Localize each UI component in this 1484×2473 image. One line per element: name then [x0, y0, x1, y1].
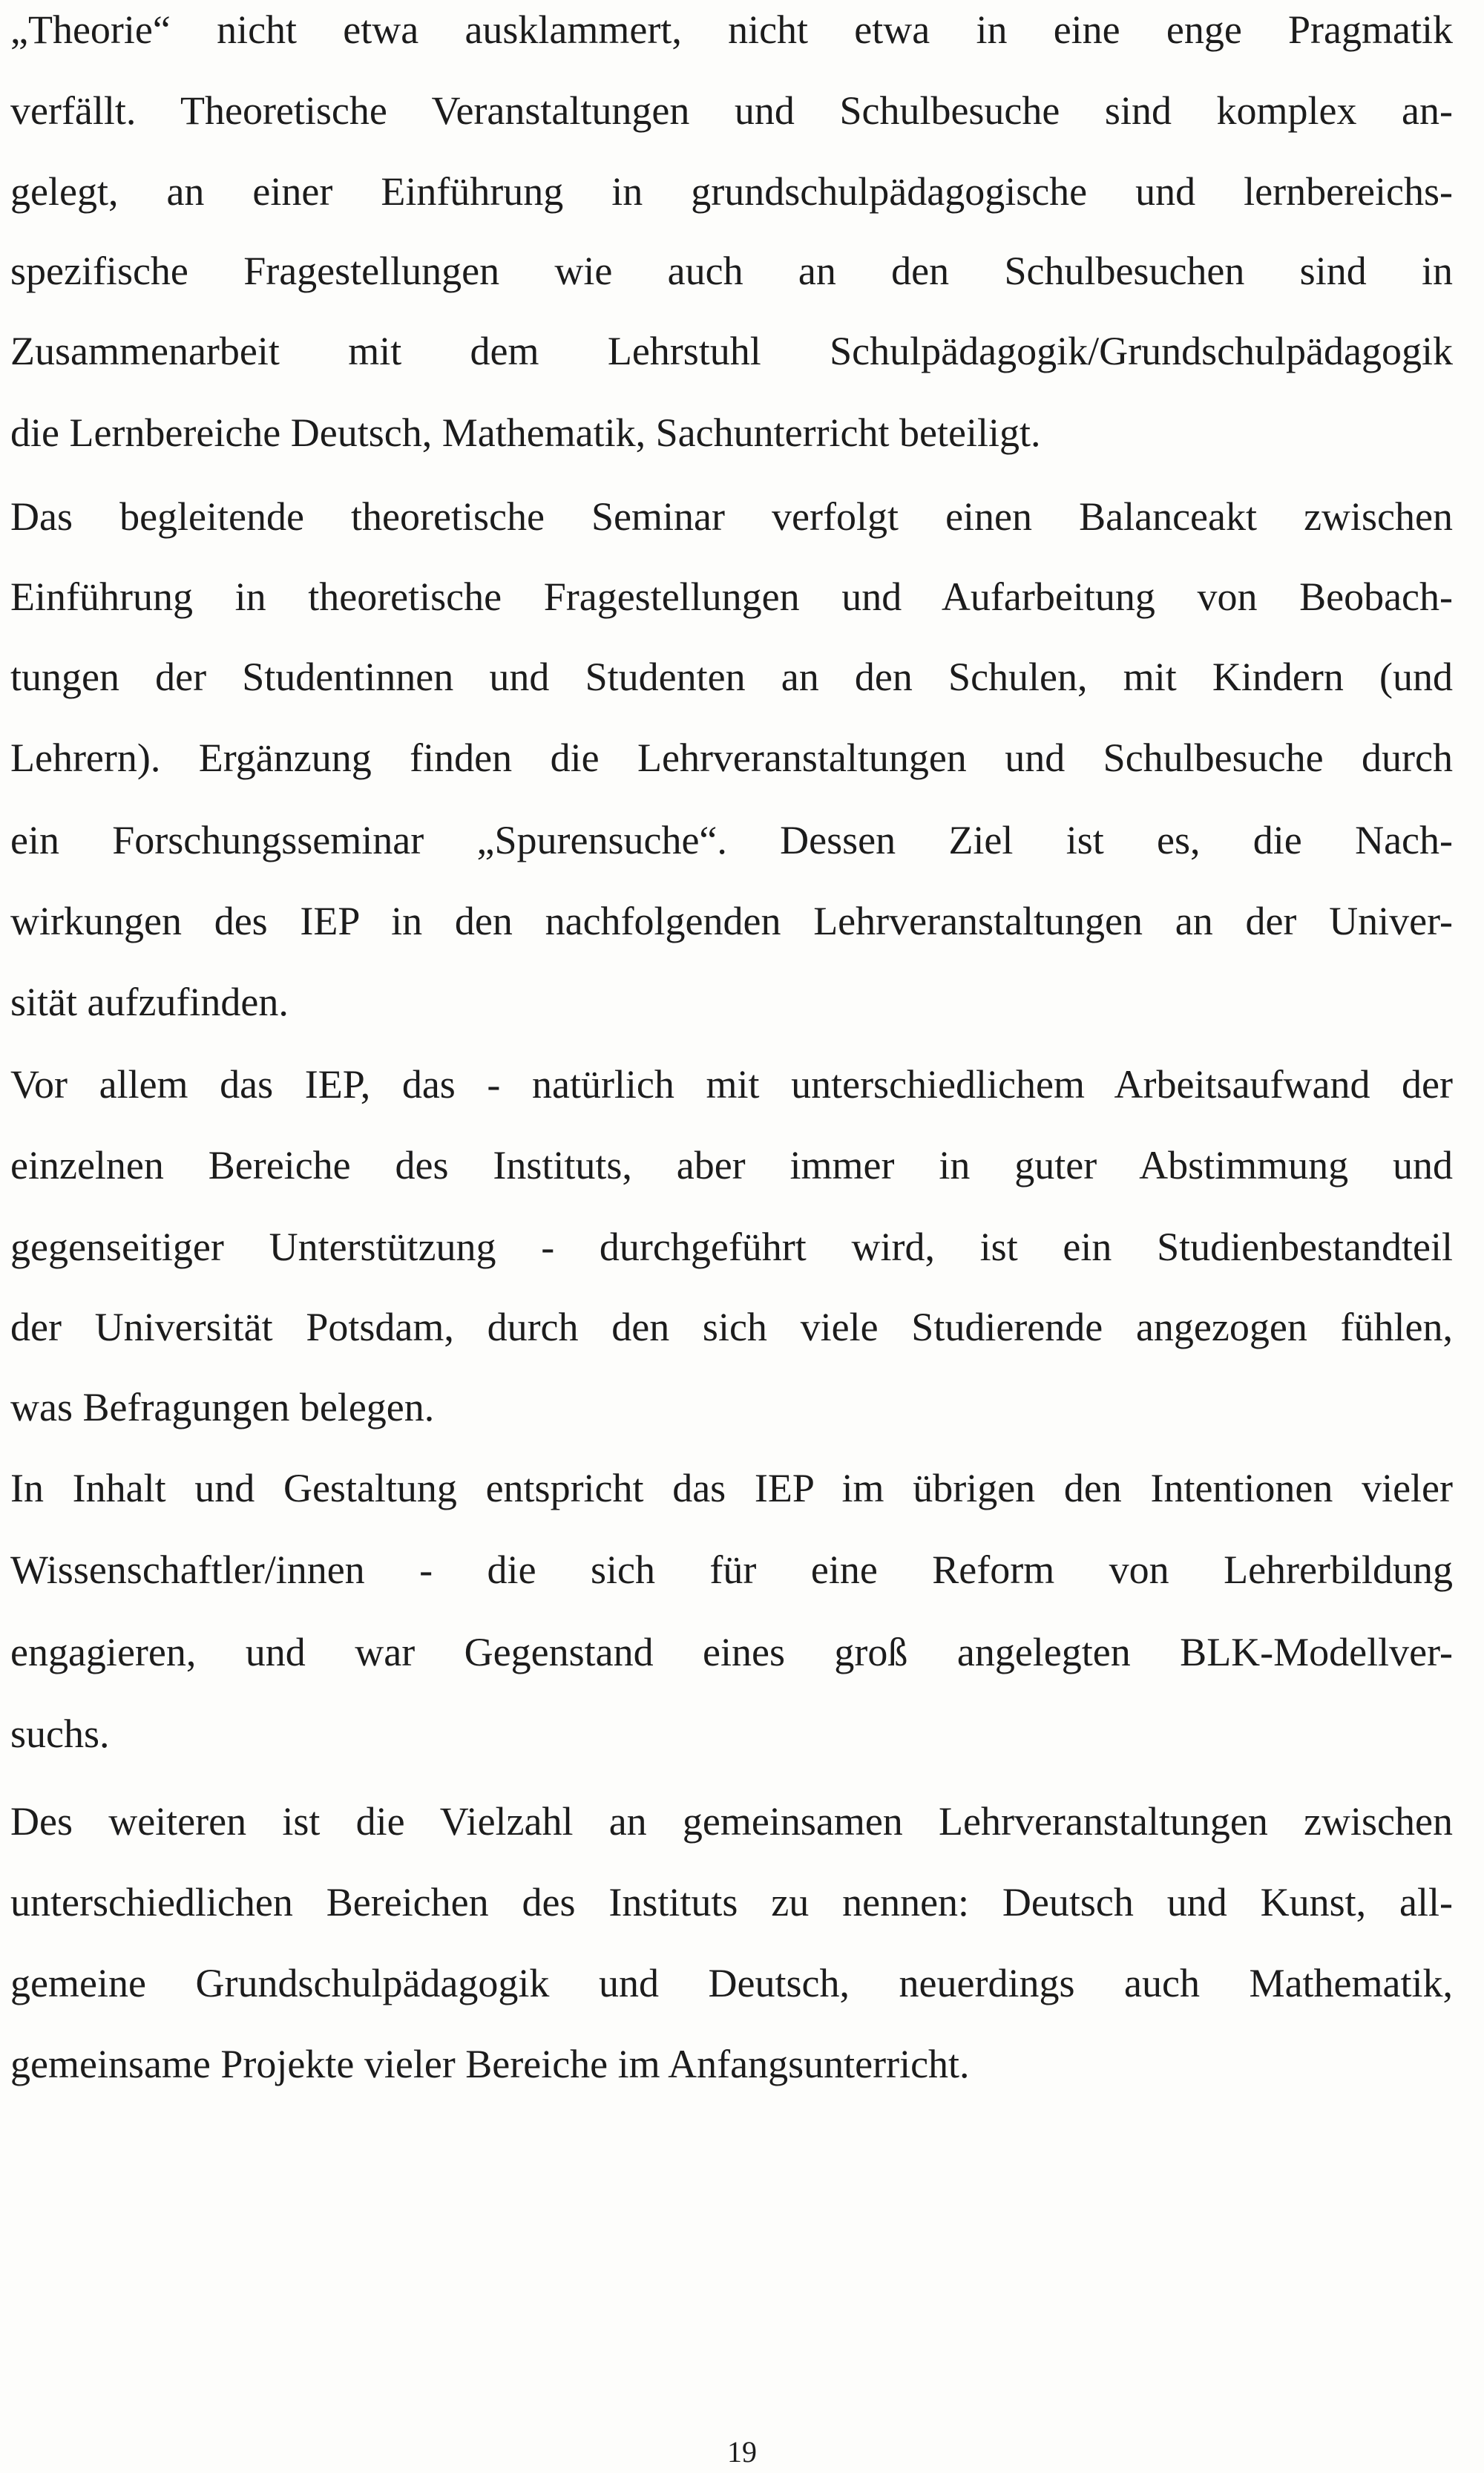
text-line: gemeinsame Projekte vieler Bereiche im Anfangsunterricht. [10, 2042, 970, 2086]
text-line: gelegt, an einer Einführung in grundschulpädagogische und lernbereichs- [10, 169, 1453, 214]
text-line: einzelnen Bereiche des Instituts, aber immer in guter Abstimmung und [10, 1143, 1453, 1188]
text-line: suchs. [10, 1712, 110, 1756]
page-number: 19 [727, 2435, 757, 2469]
text-line: was Befragungen belegen. [10, 1385, 435, 1429]
text-line: Zusammenarbeit mit dem Lehrstuhl Schulpädagogik/Grundschulpädagogik [10, 329, 1453, 373]
text-line: gemeine Grundschulpädagogik und Deutsch, neuerdings auch Mathematik, [10, 1961, 1453, 2005]
text-line: engagieren, und war Gegenstand eines groß angelegten BLK-Modellver- [10, 1630, 1453, 1674]
text-line: Einführung in theoretische Fragestellungen und Aufarbeitung von Beobach- [10, 574, 1453, 619]
text-line: „Theorie“ nicht etwa ausklammert, nicht etwa in eine enge Pragmatik [10, 7, 1453, 52]
text-line: spezifische Fragestellungen wie auch an den Schulbesuchen sind in [10, 249, 1453, 293]
text-line: Wissenschaftler/innen - die sich für eine Reform von Lehrerbildung [10, 1547, 1453, 1592]
text-line: tungen der Studentinnen und Studenten an den Schulen, mit Kindern (und [10, 655, 1453, 699]
text-line: ein Forschungsseminar „Spurensuche“. Dessen Ziel ist es, die Nach- [10, 818, 1453, 862]
text-line: verfällt. Theoretische Veranstaltungen und Schulbesuche sind komplex an- [10, 88, 1453, 133]
text-line: der Universität Potsdam, durch den sich viele Studierende angezogen fühlen, [10, 1305, 1453, 1349]
text-line: Lehrern). Ergänzung finden die Lehrveranstaltungen und Schulbesuche durch [10, 736, 1453, 780]
text-line: Das begleitende theoretische Seminar verfolgt einen Balanceakt zwischen [10, 494, 1453, 539]
text-line: wirkungen des IEP in den nachfolgenden Lehrveranstaltungen an der Univer- [10, 899, 1453, 943]
text-line: unterschiedlichen Bereichen des Instituts zu nennen: Deutsch und Kunst, all- [10, 1880, 1453, 1925]
text-line: Des weiteren ist die Vielzahl an gemeinsamen Lehrveranstaltungen zwischen [10, 1799, 1453, 1844]
text-line: gegenseitiger Unterstützung - durchgeführt wird, ist ein Studienbestandteil [10, 1225, 1453, 1269]
text-line: In Inhalt und Gestaltung entspricht das IEP im übrigen den Intentionen vieler [10, 1466, 1453, 1510]
text-line: sität aufzufinden. [10, 980, 289, 1024]
text-line: die Lernbereiche Deutsch, Mathematik, Sachunterricht beteiligt. [10, 410, 1041, 455]
text-line: Vor allem das IEP, das - natürlich mit unterschiedlichem Arbeitsaufwand der [10, 1062, 1453, 1107]
